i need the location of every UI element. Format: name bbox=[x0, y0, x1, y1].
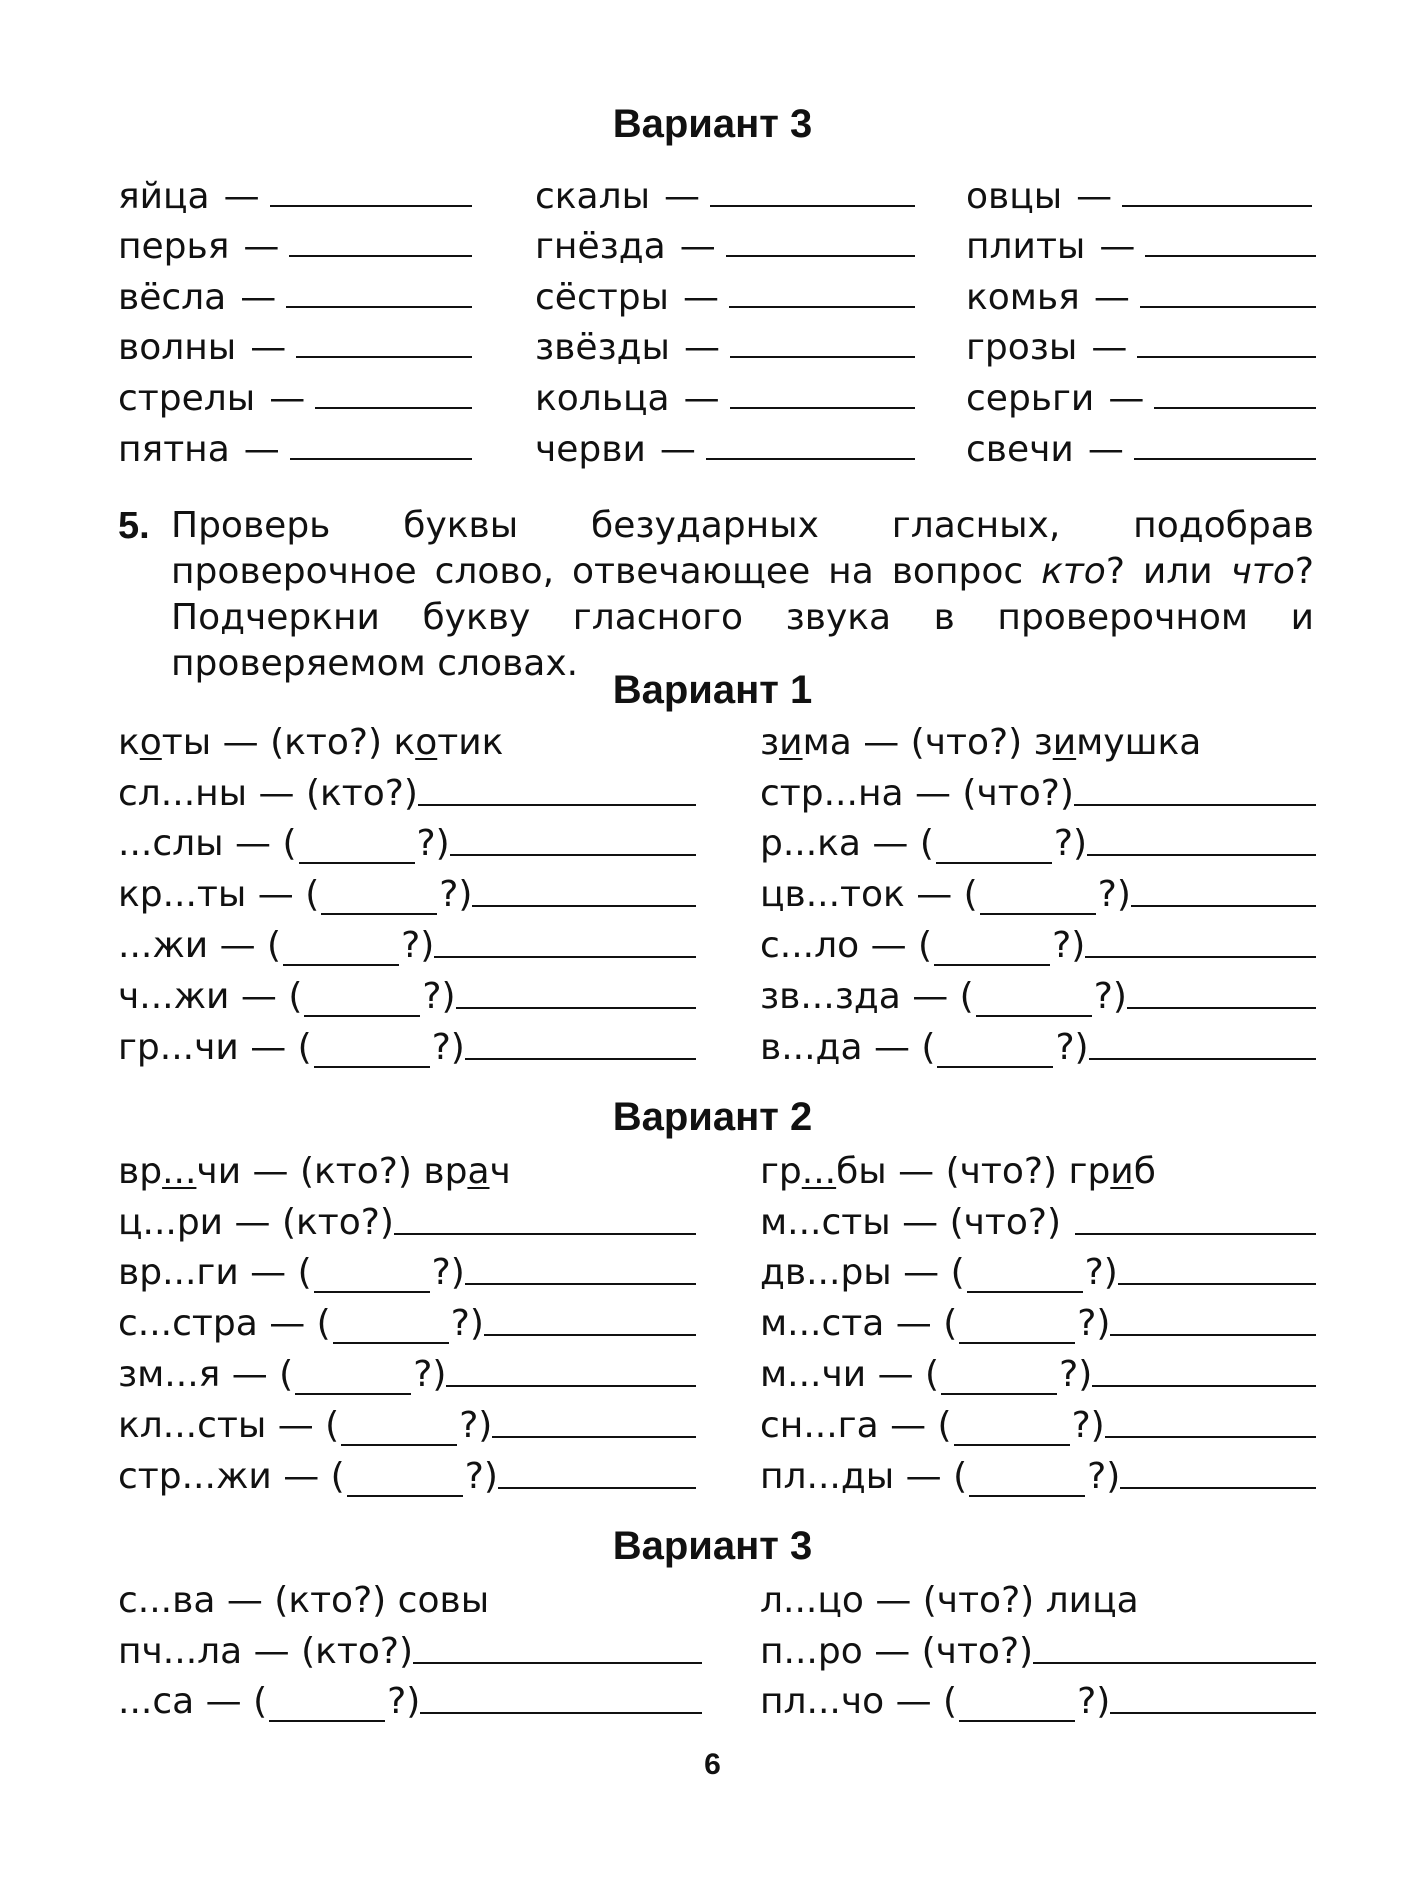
answer-line[interactable] bbox=[1120, 1486, 1316, 1489]
answer-blank[interactable] bbox=[1134, 457, 1316, 460]
task-text: Проверь буквы безударных гласных, подобрав проверочное слово, отвечающее на вопрос кто? или что? Подчеркни букву гласного звука в проверочном и проверяемом словах. bbox=[171, 505, 1315, 684]
question-blank[interactable] bbox=[967, 1261, 1083, 1293]
answer-line[interactable] bbox=[450, 853, 696, 856]
answer-line[interactable] bbox=[1092, 1384, 1316, 1387]
answer-line[interactable] bbox=[492, 1435, 696, 1438]
exercise-row: ч...жи — ( ?) bbox=[118, 966, 696, 1017]
answer-line[interactable] bbox=[420, 1711, 702, 1714]
question-blank[interactable] bbox=[941, 1363, 1057, 1395]
answer-blank[interactable] bbox=[730, 355, 915, 358]
exercise-row: дв...ры — ( ?) bbox=[760, 1243, 1316, 1294]
exercise-row: м...сты — (что?) bbox=[760, 1192, 1316, 1243]
variant-2-right bbox=[760, 1141, 1316, 1497]
exercise-row: р...ка — ( ?) bbox=[760, 814, 1316, 865]
answer-blank[interactable] bbox=[290, 457, 472, 460]
exercise-row: м...ста — ( ?) bbox=[760, 1293, 1316, 1344]
question-blank[interactable] bbox=[295, 1363, 411, 1395]
example-row: гр ... бы — (что?) гр и б bbox=[760, 1150, 1156, 1192]
example-row: с...ва — (кто?) совы bbox=[118, 1579, 490, 1621]
plural-row: скалы — bbox=[535, 166, 915, 217]
question-blank[interactable] bbox=[954, 1414, 1070, 1446]
answer-blank[interactable] bbox=[1154, 406, 1316, 409]
exercise-row: гр...чи — ( ?) bbox=[118, 1017, 696, 1068]
example-row: л...цо — (что?) лица bbox=[760, 1579, 1139, 1621]
answer-line[interactable] bbox=[434, 955, 696, 958]
answer-blank[interactable] bbox=[729, 305, 915, 308]
exercise-row: цв...ток — ( ?) bbox=[760, 864, 1316, 915]
question-blank[interactable] bbox=[341, 1414, 457, 1446]
question-blank[interactable] bbox=[959, 1690, 1075, 1722]
exercise-row: кл...сты — ( ?) bbox=[118, 1395, 696, 1446]
heading-variant-2: Вариант 2 bbox=[612, 1095, 813, 1139]
answer-line[interactable] bbox=[1033, 1661, 1316, 1664]
exercise-row: м...чи — ( ?) bbox=[760, 1344, 1316, 1395]
answer-blank[interactable] bbox=[706, 457, 915, 460]
example-row: з и ма — (что?) з и мушка bbox=[760, 721, 1202, 763]
exercise-row: сл...ны — (кто?) bbox=[118, 763, 696, 814]
answer-blank[interactable] bbox=[270, 204, 472, 207]
heading-variant-1: Вариант 1 bbox=[612, 668, 813, 712]
question-blank[interactable] bbox=[980, 883, 1096, 915]
plural-row: гнёзда — bbox=[535, 217, 915, 268]
answer-blank[interactable] bbox=[1122, 204, 1312, 207]
exercise-row: зв...зда — ( ?) bbox=[760, 966, 1316, 1017]
task-number: 5. bbox=[118, 505, 150, 547]
plural-row: стрелы — bbox=[118, 368, 472, 419]
heading-variant-3-bottom: Вариант 3 bbox=[612, 1524, 813, 1568]
answer-blank[interactable] bbox=[286, 305, 472, 308]
example-row: вр ... чи — (кто?) вр а ч bbox=[118, 1150, 511, 1192]
answer-line[interactable] bbox=[1105, 1435, 1316, 1438]
heading-variant-3-top: Вариант 3 bbox=[612, 102, 813, 146]
plural-col-1 bbox=[118, 166, 472, 470]
exercise-row: вр...ги — ( ?) bbox=[118, 1243, 696, 1294]
question-blank[interactable] bbox=[934, 934, 1050, 966]
question-blank[interactable] bbox=[347, 1465, 463, 1497]
answer-line[interactable] bbox=[1110, 1711, 1316, 1714]
exercise-row: пч...ла — (кто?) bbox=[118, 1621, 702, 1672]
answer-line[interactable] bbox=[1131, 904, 1316, 907]
plural-row: свечи — bbox=[966, 419, 1316, 470]
plural-row: сёстры — bbox=[535, 267, 915, 318]
plural-row: звёзды — bbox=[535, 318, 915, 369]
question-blank[interactable] bbox=[969, 1465, 1085, 1497]
exercise-row: ...жи — ( ?) bbox=[118, 915, 696, 966]
variant-3-right bbox=[760, 1570, 1316, 1722]
example-row: к о ты — (кто?) к о тик bbox=[118, 721, 504, 763]
answer-line[interactable] bbox=[498, 1486, 696, 1489]
question-blank[interactable] bbox=[283, 934, 399, 966]
exercise-row: ...са — ( ?) bbox=[118, 1672, 702, 1723]
answer-line[interactable] bbox=[1085, 955, 1316, 958]
plural-row: комья — bbox=[966, 267, 1316, 318]
plural-col-2 bbox=[535, 166, 915, 470]
question-blank[interactable] bbox=[321, 883, 437, 915]
question-blank[interactable] bbox=[269, 1690, 385, 1722]
answer-line[interactable] bbox=[465, 1282, 696, 1285]
answer-line[interactable] bbox=[1127, 1006, 1316, 1009]
variant-1-left bbox=[118, 712, 696, 1068]
variant-2-left bbox=[118, 1141, 696, 1497]
exercise-row: в...да — ( ?) bbox=[760, 1017, 1316, 1068]
plural-row: плиты — bbox=[966, 217, 1316, 268]
exercise-row: сн...га — ( ?) bbox=[760, 1395, 1316, 1446]
answer-line[interactable] bbox=[1074, 803, 1316, 806]
variant-1-right bbox=[760, 712, 1316, 1068]
plural-row: черви — bbox=[535, 419, 915, 470]
question-blank[interactable] bbox=[959, 1312, 1075, 1344]
plural-col-3 bbox=[966, 166, 1316, 470]
answer-line[interactable] bbox=[418, 803, 696, 806]
answer-line[interactable] bbox=[456, 1006, 696, 1009]
answer-line[interactable] bbox=[472, 904, 696, 907]
answer-blank[interactable] bbox=[1145, 254, 1316, 257]
plural-row: пятна — bbox=[118, 419, 472, 470]
plural-row: серьги — bbox=[966, 368, 1316, 419]
variant-3-left bbox=[118, 1570, 702, 1722]
exercise-row: зм...я — ( ?) bbox=[118, 1344, 696, 1395]
answer-line[interactable] bbox=[446, 1384, 696, 1387]
plural-row: перья — bbox=[118, 217, 472, 268]
question-blank[interactable] bbox=[314, 1036, 430, 1068]
answer-blank[interactable] bbox=[315, 406, 472, 409]
answer-blank[interactable] bbox=[726, 254, 915, 257]
plural-row: яйца — bbox=[118, 166, 472, 217]
plural-row: вёсла — bbox=[118, 267, 472, 318]
answer-line[interactable] bbox=[413, 1661, 702, 1664]
answer-line[interactable] bbox=[1118, 1282, 1316, 1285]
answer-blank[interactable] bbox=[289, 254, 472, 257]
answer-line[interactable] bbox=[465, 1057, 696, 1060]
plural-row: овцы — bbox=[966, 166, 1316, 217]
exercise-row: пл...чо — ( ?) bbox=[760, 1672, 1316, 1723]
exercise-row: ц...ри — (кто?) bbox=[118, 1192, 696, 1243]
exercise-row: стр...жи — ( ?) bbox=[118, 1446, 696, 1497]
answer-line[interactable] bbox=[1075, 1232, 1316, 1235]
plural-row: кольца — bbox=[535, 368, 915, 419]
answer-blank[interactable] bbox=[1140, 305, 1316, 308]
question-blank[interactable] bbox=[304, 985, 420, 1017]
answer-line[interactable] bbox=[1087, 853, 1316, 856]
question-blank[interactable] bbox=[936, 832, 1052, 864]
exercise-row: стр...на — (что?) bbox=[760, 763, 1316, 814]
exercise-row: пл...ды — ( ?) bbox=[760, 1446, 1316, 1497]
question-blank[interactable] bbox=[314, 1261, 430, 1293]
answer-line[interactable] bbox=[484, 1333, 696, 1336]
answer-line[interactable] bbox=[394, 1232, 696, 1235]
task-5-instructions bbox=[118, 503, 1314, 687]
exercise-row: п...ро — (что?) bbox=[760, 1621, 1316, 1672]
answer-blank[interactable] bbox=[1137, 355, 1316, 358]
exercise-row: кр...ты — ( ?) bbox=[118, 864, 696, 915]
answer-line[interactable] bbox=[1110, 1333, 1316, 1336]
plural-row: волны — bbox=[118, 318, 472, 369]
exercise-row: с...стра — ( ?) bbox=[118, 1293, 696, 1344]
answer-blank[interactable] bbox=[296, 355, 472, 358]
page-number: 6 bbox=[704, 1748, 721, 1781]
question-blank[interactable] bbox=[299, 832, 415, 864]
question-blank[interactable] bbox=[976, 985, 1092, 1017]
question-blank[interactable] bbox=[333, 1312, 449, 1344]
plural-row: грозы — bbox=[966, 318, 1316, 369]
answer-blank[interactable] bbox=[730, 406, 915, 409]
answer-line[interactable] bbox=[1089, 1057, 1316, 1060]
answer-blank[interactable] bbox=[710, 204, 915, 207]
exercise-row: ...слы — ( ?) bbox=[118, 814, 696, 865]
question-blank[interactable] bbox=[937, 1036, 1053, 1068]
exercise-row: с...ло — ( ?) bbox=[760, 915, 1316, 966]
